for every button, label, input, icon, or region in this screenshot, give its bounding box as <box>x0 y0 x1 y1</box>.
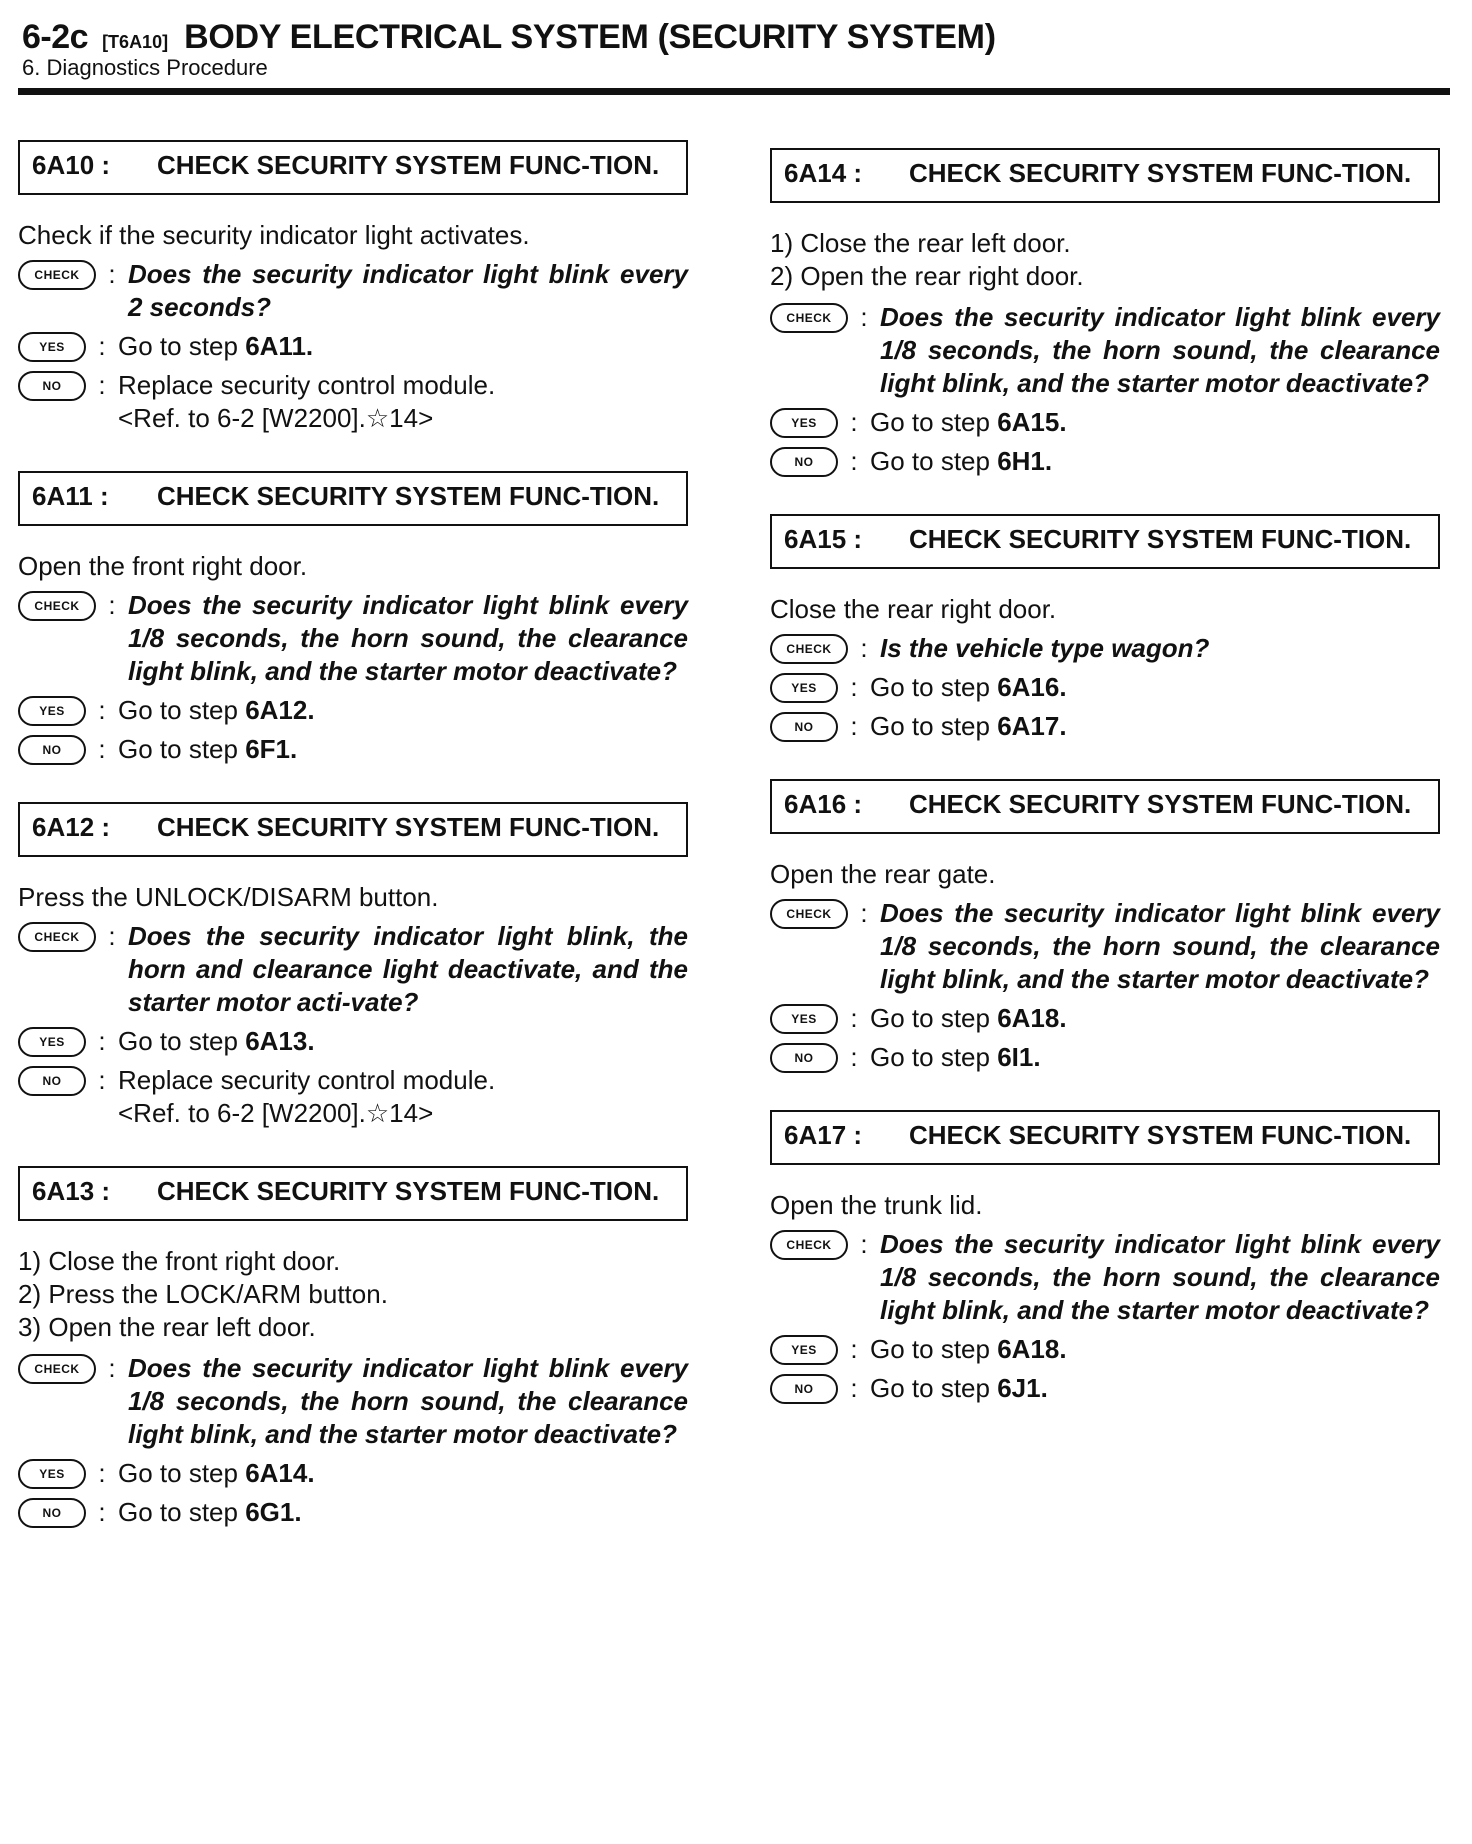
no-result-text <box>870 445 1440 478</box>
step-instruction: Open the trunk lid. <box>770 1190 983 1220</box>
no-icon: NO <box>770 1043 838 1073</box>
no-result <box>18 1496 688 1529</box>
yes-result <box>18 1457 688 1490</box>
colon-separator: : <box>850 446 858 476</box>
yes-result-text <box>118 694 688 727</box>
yes-result-text <box>870 1333 1440 1366</box>
step-id: 6A12 : <box>32 812 111 842</box>
no-result <box>770 1041 1440 1074</box>
no-result-text <box>870 1372 1440 1405</box>
step-6a11 <box>18 471 688 766</box>
step-6a12 <box>18 802 688 1130</box>
step-heading: CHECK SECURITY SYSTEM FUNC-TION. <box>157 1176 660 1206</box>
step-heading: CHECK SECURITY SYSTEM FUNC-TION. <box>909 789 1412 819</box>
yes-result-text <box>870 1002 1440 1035</box>
colon-separator: : <box>98 734 106 764</box>
no-result <box>18 369 688 435</box>
step-header-box <box>18 802 688 857</box>
step-header-box <box>18 1166 688 1221</box>
right-column <box>770 148 1440 1441</box>
check-question-text: Does the security indicator light blink, the horn and clearance light deactivate, and the starter motor acti-vate? <box>128 921 688 1017</box>
instruction-item: 1) Close the rear left door. <box>770 228 1071 258</box>
step-header-box <box>770 1110 1440 1165</box>
no-icon: NO <box>770 447 838 477</box>
check-question <box>18 589 688 688</box>
no-action-text: Replace security control module. <box>118 370 496 400</box>
goto-prefix: Go to step <box>118 331 246 361</box>
step-heading: CHECK SECURITY SYSTEM FUNC-TION. <box>157 481 660 511</box>
yes-result <box>18 694 688 727</box>
no-result <box>770 445 1440 478</box>
yes-result <box>18 330 688 363</box>
check-question-text: Does the security indicator light blink every 1/8 seconds, the horn sound, the clearance light blink, and the starter motor deactivate? <box>880 1229 1440 1325</box>
goto-target: 6A16. <box>997 672 1067 702</box>
step-header-box <box>770 514 1440 569</box>
goto-prefix: Go to step <box>118 1026 246 1056</box>
no-icon: NO <box>770 712 838 742</box>
colon-separator: : <box>860 1229 868 1259</box>
colon-separator: : <box>850 1003 858 1033</box>
reference-link: <Ref. to 6-2 [W2200].☆14> <box>118 1098 434 1128</box>
step-id: 6A14 : <box>784 158 863 188</box>
goto-target: 6I1. <box>997 1042 1041 1072</box>
step-6a14 <box>770 148 1440 478</box>
goto-prefix: Go to step <box>870 1003 998 1033</box>
goto-prefix: Go to step <box>870 1373 998 1403</box>
yes-icon: YES <box>18 1027 86 1057</box>
colon-separator: : <box>108 590 116 620</box>
instruction-item: 3) Open the rear left door. <box>18 1312 316 1342</box>
instruction-list <box>770 227 1440 293</box>
no-result-text <box>118 733 688 766</box>
no-action-text: Replace security control module. <box>118 1065 496 1095</box>
no-result-text <box>870 710 1440 743</box>
colon-separator: : <box>850 711 858 741</box>
page-number: 6-2c <box>22 18 89 56</box>
no-icon: NO <box>18 1498 86 1528</box>
yes-icon: YES <box>770 673 838 703</box>
step-header-box <box>770 148 1440 203</box>
step-heading: CHECK SECURITY SYSTEM FUNC-TION. <box>157 812 660 842</box>
step-6a17 <box>770 1110 1440 1405</box>
yes-result <box>770 1333 1440 1366</box>
check-question-text: Does the security indicator light blink every 1/8 seconds, the horn sound, the clearance light blink, and the starter motor deactivate? <box>128 1353 688 1449</box>
step-heading: CHECK SECURITY SYSTEM FUNC-TION. <box>909 1120 1412 1150</box>
yes-icon: YES <box>18 696 86 726</box>
check-question <box>18 1352 688 1451</box>
yes-icon: YES <box>770 408 838 438</box>
section-code: [T6A10] <box>102 32 169 52</box>
colon-separator: : <box>108 1353 116 1383</box>
step-header-box <box>770 779 1440 834</box>
yes-icon: YES <box>770 1335 838 1365</box>
left-column <box>18 140 688 1565</box>
check-question <box>770 897 1440 996</box>
no-icon: NO <box>770 1374 838 1404</box>
check-icon: CHECK <box>770 303 848 333</box>
step-instruction: Check if the security indicator light activates. <box>18 220 530 250</box>
step-id: 6A15 : <box>784 524 863 554</box>
instruction-item: 1) Close the front right door. <box>18 1246 341 1276</box>
yes-result <box>770 671 1440 704</box>
yes-result-text <box>118 1457 688 1490</box>
step-6a15 <box>770 514 1440 743</box>
colon-separator: : <box>108 921 116 951</box>
colon-separator: : <box>98 695 106 725</box>
goto-prefix: Go to step <box>870 446 998 476</box>
goto-target: 6G1. <box>245 1497 302 1527</box>
goto-target: 6A14. <box>245 1458 315 1488</box>
no-result-text <box>870 1041 1440 1074</box>
check-question-text: Does the security indicator light blink every 1/8 seconds, the horn sound, the clearance light blink, and the starter motor deactivate? <box>128 590 688 686</box>
check-question-text: Does the security indicator light blink every 1/8 seconds, the horn sound, the clearance light blink, and the starter motor deactivate? <box>880 898 1440 994</box>
check-icon: CHECK <box>18 260 96 290</box>
no-result-text <box>118 369 688 435</box>
step-heading: CHECK SECURITY SYSTEM FUNC-TION. <box>909 158 1412 188</box>
colon-separator: : <box>98 370 106 400</box>
check-question-text: Is the vehicle type wagon? <box>880 633 1210 663</box>
colon-separator: : <box>860 302 868 332</box>
no-icon: NO <box>18 371 86 401</box>
step-heading: CHECK SECURITY SYSTEM FUNC-TION. <box>157 150 660 180</box>
goto-target: 6A18. <box>997 1334 1067 1364</box>
colon-separator: : <box>860 898 868 928</box>
goto-target: 6A11. <box>245 331 314 361</box>
step-instruction: Press the UNLOCK/DISARM button. <box>18 882 439 912</box>
colon-separator: : <box>98 1458 106 1488</box>
goto-prefix: Go to step <box>870 672 998 702</box>
goto-prefix: Go to step <box>870 1334 998 1364</box>
colon-separator: : <box>850 1373 858 1403</box>
colon-separator: : <box>98 1026 106 1056</box>
step-instruction: Close the rear right door. <box>770 594 1057 624</box>
goto-prefix: Go to step <box>870 1042 998 1072</box>
check-icon: CHECK <box>18 1354 96 1384</box>
no-icon: NO <box>18 735 86 765</box>
goto-target: 6A12. <box>245 695 315 725</box>
instruction-item: 2) Press the LOCK/ARM button. <box>18 1279 388 1309</box>
step-6a16 <box>770 779 1440 1074</box>
yes-icon: YES <box>18 1459 86 1489</box>
step-id: 6A17 : <box>784 1120 863 1150</box>
check-question <box>18 258 688 324</box>
colon-separator: : <box>108 259 116 289</box>
title-line <box>22 18 1450 57</box>
reference-link: <Ref. to 6-2 [W2200].☆14> <box>118 403 434 433</box>
yes-result-text <box>870 406 1440 439</box>
check-icon: CHECK <box>18 922 96 952</box>
step-id: 6A11 : <box>32 481 109 511</box>
goto-target: 6H1. <box>997 446 1053 476</box>
check-question <box>770 1228 1440 1327</box>
colon-separator: : <box>850 407 858 437</box>
instruction-list <box>18 1245 688 1344</box>
check-question-text: Does the security indicator light blink every 1/8 seconds, the horn sound, the clearance light blink, and the starter motor deactivate? <box>880 302 1440 398</box>
no-result-text <box>118 1496 688 1529</box>
check-icon: CHECK <box>18 591 96 621</box>
step-header-box <box>18 140 688 195</box>
colon-separator: : <box>860 633 868 663</box>
goto-target: 6A17. <box>997 711 1067 741</box>
goto-prefix: Go to step <box>118 734 246 764</box>
step-id: 6A16 : <box>784 789 863 819</box>
step-6a13 <box>18 1166 688 1529</box>
goto-prefix: Go to step <box>870 711 998 741</box>
colon-separator: : <box>98 331 106 361</box>
check-icon: CHECK <box>770 1230 848 1260</box>
colon-separator: : <box>850 1042 858 1072</box>
goto-target: 6A13. <box>245 1026 315 1056</box>
goto-target: 6J1. <box>997 1373 1048 1403</box>
page-header <box>22 18 1450 81</box>
yes-result-text <box>118 1025 688 1058</box>
goto-prefix: Go to step <box>118 1497 246 1527</box>
yes-icon: YES <box>18 332 86 362</box>
goto-target: 6F1. <box>245 734 298 764</box>
check-question <box>770 301 1440 400</box>
step-id: 6A10 : <box>32 150 111 180</box>
yes-icon: YES <box>770 1004 838 1034</box>
goto-prefix: Go to step <box>118 695 246 725</box>
goto-target: 6A15. <box>997 407 1067 437</box>
no-result-text <box>118 1064 688 1130</box>
check-icon: CHECK <box>770 634 848 664</box>
colon-separator: : <box>98 1497 106 1527</box>
colon-separator: : <box>850 672 858 702</box>
yes-result <box>770 406 1440 439</box>
no-icon: NO <box>18 1066 86 1096</box>
goto-prefix: Go to step <box>118 1458 246 1488</box>
no-result <box>18 1064 688 1130</box>
step-instruction: Open the front right door. <box>18 551 308 581</box>
no-result <box>770 710 1440 743</box>
yes-result-text <box>870 671 1440 704</box>
yes-result-text <box>118 330 688 363</box>
no-result <box>770 1372 1440 1405</box>
yes-result <box>18 1025 688 1058</box>
check-icon: CHECK <box>770 899 848 929</box>
page-title: BODY ELECTRICAL SYSTEM (SECURITY SYSTEM) <box>184 18 996 56</box>
colon-separator: : <box>850 1334 858 1364</box>
step-heading: CHECK SECURITY SYSTEM FUNC-TION. <box>909 524 1412 554</box>
step-id: 6A13 : <box>32 1176 111 1206</box>
no-result <box>18 733 688 766</box>
step-instruction: Open the rear gate. <box>770 859 996 889</box>
check-question-text: Does the security indicator light blink every 2 seconds? <box>128 259 688 322</box>
yes-result <box>770 1002 1440 1035</box>
colon-separator: : <box>98 1065 106 1095</box>
goto-prefix: Go to step <box>870 407 998 437</box>
instruction-item: 2) Open the rear right door. <box>770 261 1084 291</box>
page-subtitle: 6. Diagnostics Procedure <box>22 55 268 80</box>
check-question <box>18 920 688 1019</box>
header-rule <box>18 88 1450 95</box>
step-header-box <box>18 471 688 526</box>
goto-target: 6A18. <box>997 1003 1067 1033</box>
step-6a10 <box>18 140 688 435</box>
check-question <box>770 632 1440 665</box>
